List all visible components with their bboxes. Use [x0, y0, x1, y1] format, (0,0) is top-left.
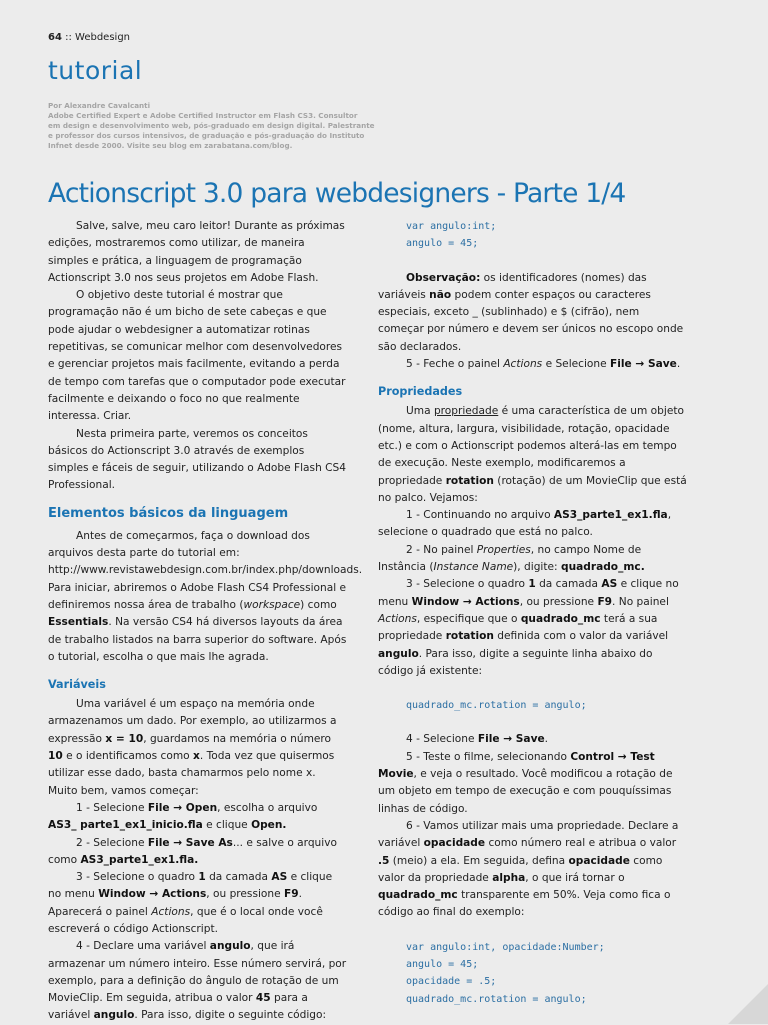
paragraph: Uma propriedade é uma característica de um objeto (nome, altura, largura, visibilidade, rotação, opacidade etc.) e com o Actionscript podemos alterá-las em tempo de execução. Neste exemplo, modificaremos a propriedade rotation (rotação) de um MovieClip que está no palco. Vejamos: [378, 405, 687, 504]
step: 3 - Selecione o quadro 1 da camada AS e clique no menu Window → Actions, ou pressione F9. No painel Actions, especifique que o quadrado_mc terá a sua propriedade rotation definida com o valor da variável angulo. Para isso, digite a seguinte linha abaixo do código já existente: [378, 578, 679, 677]
step: 4 - Declare uma variável angulo, que irá armazenar um número inteiro. Esse número servirá, por exemplo, para a definição do ângulo de rotação de um MovieClip. Em seguida, atribua o valor 45 para a variável angulo. Para isso, digite o seguinte código: [48, 940, 347, 1022]
code-line: angulo = 45; [406, 958, 479, 970]
code-line: var angulo:int, opacidade:Number; [406, 941, 605, 953]
heading-elementos: Elementos básicos da linguagem [48, 505, 289, 521]
author-line: em design e desenvolvimento web, pós-graduado em design digital. Palestrante [48, 121, 375, 130]
section-name: :: Webdesign [65, 32, 131, 43]
paragraph: Antes de começarmos, faça o download dos arquivos desta parte do tutorial em: http://www.revistawebdesign.com.br/index.php/downloads. Para iniciar, abriremos o Adobe Flash CS4 Professional e definiremos nossa área de trabalho (workspace) como Essentials. Na versão CS4 há diversos layouts da área de trabalho listados na barra superior do software. Após o tutorial, escolha o que mais lhe agrada. [48, 529, 363, 663]
code-line: angulo = 45; [406, 238, 479, 250]
spacer [378, 680, 688, 697]
author-line: Infnet desde 2000. Visite seu blog em zarabatana.com/blog. [48, 141, 293, 150]
paragraph: Salve, salve, meu caro leitor! Durante as próximas edições, mostraremos como utilizar, de maneira simples e prática, a linguagem de programação Actionscript 3.0 nos seus projetos em Adobe Flash. [48, 220, 345, 284]
paragraph: Nesta primeira parte, veremos os conceitos básicos do Actionscript 3.0 através de exemplos simples e fáceis de seguir, utilizando o Adobe Flash CS4 Professional. [48, 427, 347, 492]
code-line: opacidade = .5; [406, 976, 497, 988]
author-bio [48, 101, 388, 151]
section-label: tutorial [48, 56, 143, 85]
step: 5 - Teste o filme, selecionando Control → Test Movie, e veja o resultado. Você modificou a rotação de um objeto em tempo de execução e com pouquíssimas linhas de código. [378, 750, 673, 815]
code-line: quadrado_mc.rotation = angulo; [406, 993, 587, 1005]
step: 3 - Selecione o quadro 1 da camada AS e clique no menu Window → Actions, ou pressione F9. Aparecerá o painel Actions, que é o local onde você escreverá o código Actionscript. [48, 871, 333, 935]
note: Observação: os identificadores (nomes) das variáveis não podem conter espaços ou caracteres especiais, exceto _ (sublinhado) e $ (cifrão), nem começar por número e devem ser únicos no escopo onde são declarados. [378, 271, 684, 353]
spacer [378, 714, 688, 731]
spacer [378, 922, 688, 939]
heading-propriedades: Propriedades [378, 385, 463, 399]
spacer [378, 253, 688, 270]
heading-variaveis: Variáveis [48, 678, 106, 692]
step: 5 - Feche o painel Actions e Selecione File → Save. [406, 358, 681, 371]
step: 2 - No painel Properties, no campo Nome de Instância (Instance Name), digite: quadrado_mc. [378, 543, 645, 574]
page-header [48, 32, 130, 43]
author-line: Por Alexandre Cavalcanti [48, 101, 151, 110]
author-line: Adobe Certified Expert e Adobe Certified Instructor em Flash CS3. Consultor [48, 111, 358, 120]
step: 1 - Selecione File → Open, escolha o arquivo AS3_ parte1_ex1_inicio.fla e clique Open. [48, 801, 318, 832]
code-line: var angulo:int; [406, 221, 497, 232]
code-line: quadrado_mc.rotation = angulo; [406, 700, 587, 712]
paragraph: O objetivo deste tutorial é mostrar que programação não é um bicho de sete cabeças e que pode ajudar o webdesigner a automatizar rotinas repetitivas, se comunicar melhor com desenvolvedores e gerenciar projetos mais facilmente, evitando a perda de tempo com tarefas que o computador pode executar facilmente e deixando o foco no que realmente interessa. Criar. [48, 289, 346, 423]
page-corner-decoration [728, 984, 768, 1024]
article-title: Actionscript 3.0 para webdesigners - Parte 1/4 [48, 178, 626, 209]
page-number: 64 [48, 32, 62, 43]
step: 6 - Vamos utilizar mais uma propriedade. Declare a variável opacidade como número real e atribua o valor .5 (meio) a ela. Em seguida, defina opacidade como valor da propriedade alpha, o que irá tornar o quadrado_mc transparente em 50%. Veja como fica o código ao final do exemplo: [378, 819, 679, 919]
author-line: e professor dos cursos intensivos, de graduação e pós-graduação do Instituto [48, 131, 365, 140]
step: 1 - Continuando no arquivo AS3_parte1_ex1.fla, selecione o quadrado que está no palco. [378, 509, 672, 539]
paragraph: Uma variável é um espaço na memória onde armazenamos um dado. Por exemplo, ao utilizarmos a expressão x = 10, guardamos na memória o número 10 e o identificamos como x. Toda vez que quisermos utilizar esse dado, basta chamarmos pelo nome x. Muito bem, vamos começar: [48, 698, 337, 797]
step: 2 - Selecione File → Save As... e salve o arquivo como AS3_parte1_ex1.fla. [48, 836, 337, 866]
left-column [48, 218, 363, 1025]
step: 4 - Selecione File → Save. [406, 733, 549, 746]
right-column [378, 218, 688, 1008]
